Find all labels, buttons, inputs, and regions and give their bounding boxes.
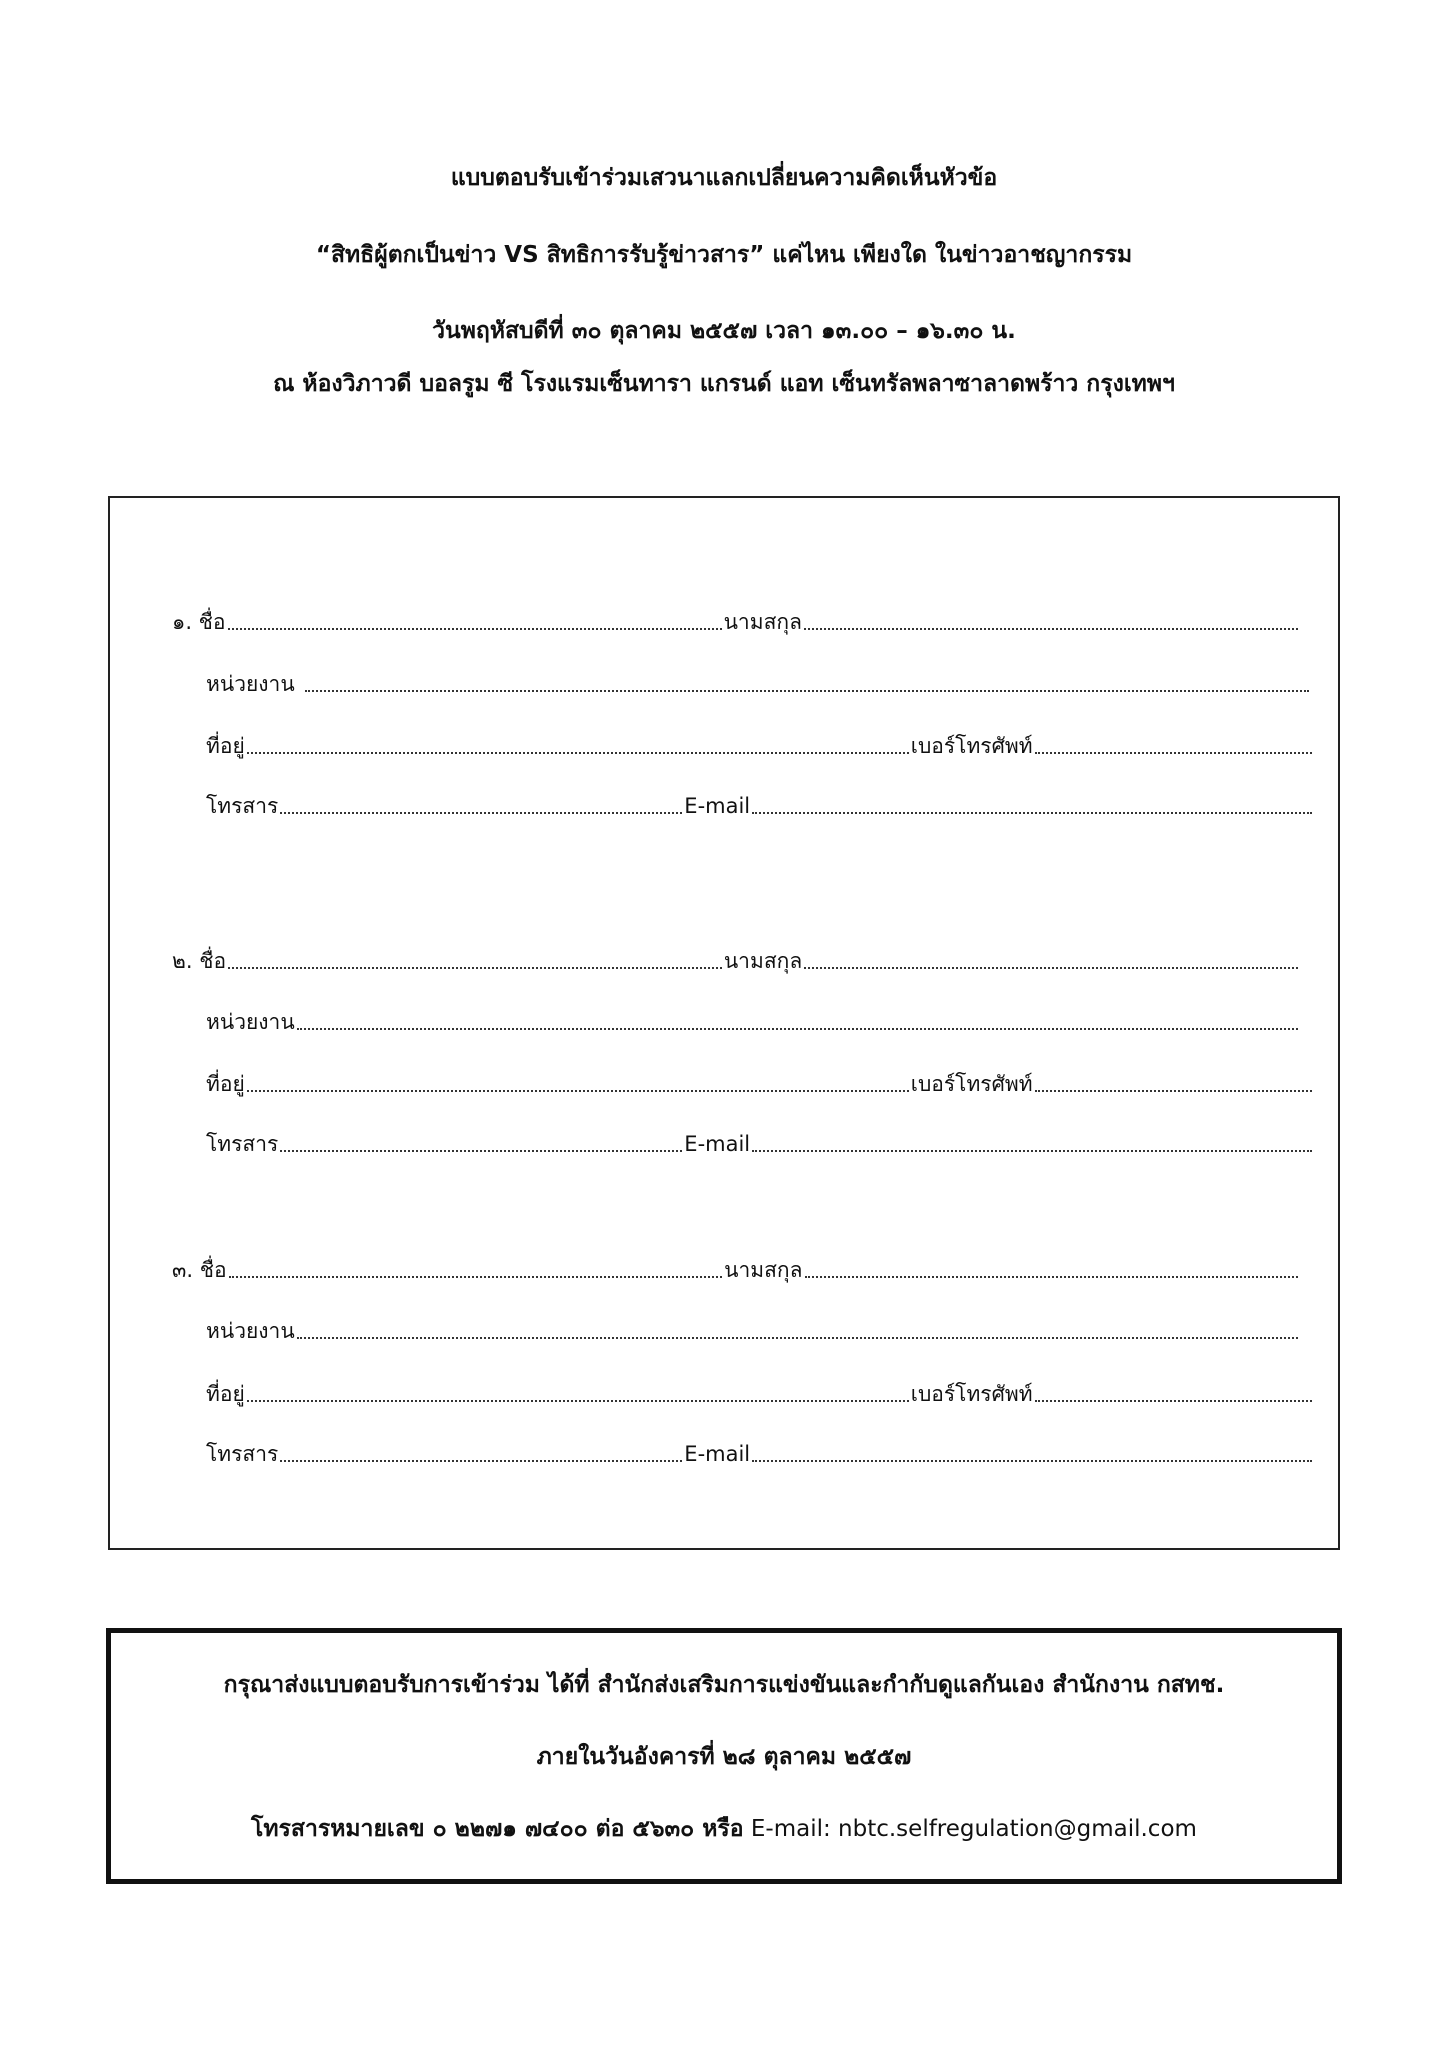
- email-field[interactable]: [752, 1460, 1312, 1462]
- name-label: ๑. ชื่อ: [172, 610, 226, 634]
- name-row: [172, 945, 1300, 979]
- email-field[interactable]: [752, 812, 1312, 814]
- submission-deadline: ภายในวันอังคารที่ ๒๘ ตุลาคม ๒๕๕๗: [536, 1744, 912, 1770]
- name-row: [172, 606, 1300, 640]
- surname-label: นามสกุล: [723, 949, 803, 973]
- organization-field[interactable]: [297, 1028, 1298, 1030]
- name-field[interactable]: [228, 967, 722, 969]
- name-row: [172, 1254, 1300, 1288]
- surname-field[interactable]: [805, 1276, 1299, 1278]
- organization-label: หน่วยงาน: [206, 1319, 295, 1343]
- fax-field[interactable]: [280, 1150, 682, 1152]
- fax-label: โทรสาร: [206, 1132, 279, 1156]
- address-field[interactable]: [247, 1090, 909, 1092]
- email-label: E-mail: [684, 794, 751, 818]
- submission-notice: [106, 1628, 1342, 1884]
- organization-label: หน่วยงาน: [206, 1010, 295, 1034]
- contact-email[interactable]: E-mail: nbtc.selfregulation@gmail.com: [750, 1816, 1197, 1842]
- registration-form: [108, 496, 1340, 1550]
- seminar-topic: “สิทธิผู้ตกเป็นข่าว VS สิทธิการรับรู้ข่าวสาร” แค่ไหน เพียงใด ในข่าวอาชญากรรม: [315, 242, 1133, 268]
- email-field[interactable]: [752, 1150, 1312, 1152]
- seminar-date-time: วันพฤหัสบดีที่ ๓๐ ตุลาคม ๒๕๕๗ เวลา ๑๓.๐๐ – ๑๖.๓๐ น.: [432, 318, 1016, 344]
- address-row: [206, 1378, 1314, 1412]
- fax-field[interactable]: [280, 812, 682, 814]
- surname-field[interactable]: [804, 628, 1298, 630]
- address-field[interactable]: [247, 752, 909, 754]
- fax-label: โทรสาร: [206, 1442, 279, 1466]
- address-label: ที่อยู่: [206, 1072, 245, 1096]
- fax-field[interactable]: [280, 1460, 682, 1462]
- form-title: แบบตอบรับเข้าร่วมเสวนาแลกเปลี่ยนความคิดเห็นหัวข้อ: [450, 165, 998, 191]
- surname-label: นามสกุล: [724, 1258, 803, 1282]
- fax-email-row: [206, 1128, 1314, 1162]
- name-label: ๒. ชื่อ: [172, 949, 227, 973]
- address-field[interactable]: [247, 1400, 909, 1402]
- address-row: [206, 730, 1314, 764]
- phone-label: เบอร์โทรศัพท์: [910, 1382, 1033, 1406]
- fax-number: โทรสารหมายเลข ๐ ๒๒๗๑ ๗๔๐๐ ต่อ ๕๖๓๐ หรือ: [251, 1816, 744, 1842]
- surname-field[interactable]: [804, 967, 1298, 969]
- organization-field[interactable]: [305, 690, 1309, 692]
- name-label: ๓. ชื่อ: [172, 1258, 227, 1282]
- phone-label: เบอร์โทรศัพท์: [910, 734, 1033, 758]
- organization-row: [206, 1315, 1300, 1349]
- submission-instruction: กรุณาส่งแบบตอบรับการเข้าร่วม ได้ที่ สำนักส่งเสริมการแข่งขันและกำกับดูแลกันเอง สำนักงาน กสทช.: [223, 1672, 1225, 1698]
- fax-email-row: [206, 1438, 1314, 1472]
- organization-label: หน่วยงาน: [206, 672, 295, 696]
- name-field[interactable]: [228, 628, 722, 630]
- email-label: E-mail: [684, 1442, 751, 1466]
- address-label: ที่อยู่: [206, 734, 245, 758]
- surname-label: นามสกุล: [723, 610, 802, 634]
- seminar-venue: ณ ห้องวิภาวดี บอลรูม ซี โรงแรมเซ็นทารา แกรนด์ แอท เซ็นทรัลพลาซาลาดพร้าว กรุงเทพฯ: [273, 371, 1175, 397]
- address-row: [206, 1068, 1314, 1102]
- phone-field[interactable]: [1035, 752, 1312, 754]
- phone-field[interactable]: [1035, 1090, 1312, 1092]
- organization-row: [206, 668, 1311, 702]
- organization-field[interactable]: [297, 1337, 1298, 1339]
- address-label: ที่อยู่: [206, 1382, 245, 1406]
- fax-email-row: [206, 790, 1314, 824]
- name-field[interactable]: [229, 1276, 723, 1278]
- phone-label: เบอร์โทรศัพท์: [910, 1072, 1033, 1096]
- phone-field[interactable]: [1035, 1400, 1312, 1402]
- email-label: E-mail: [684, 1132, 751, 1156]
- organization-row: [206, 1006, 1300, 1040]
- submission-contact: [111, 1811, 1337, 1847]
- fax-label: โทรสาร: [206, 794, 279, 818]
